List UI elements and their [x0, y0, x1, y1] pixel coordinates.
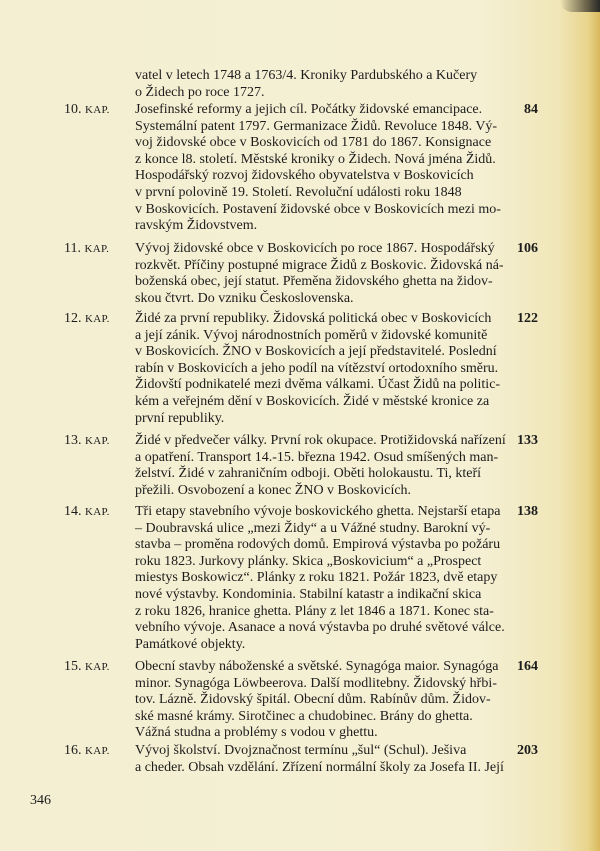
chapter-description	[135, 241, 504, 307]
text-line: ravským Židovstvem.	[135, 218, 258, 234]
chapter-page-number: 106	[517, 241, 538, 256]
text-line: boženská obec, její statut. Přeměna židovského ghetta na židov-	[135, 274, 493, 290]
chapter-description	[135, 659, 499, 742]
text-line: v Boskovicích. Postavení židovské obce v Boskovicích mezi mo-	[135, 201, 501, 217]
text-line: Josefinské reformy a jejich cíl. Počátky židovské emancipace.	[135, 102, 483, 117]
text-line: v Boskovicích. ŽNO v Boskovicích a její představitelé. Poslední	[135, 344, 497, 360]
text-line: – Doubravská ulice „mezi Židy“ a u Vážné studny. Barokní vý-	[135, 520, 491, 536]
text-line: stavba – proměna rodových domů. Empirová výstavba po požáru	[135, 537, 501, 553]
text-line: Obecní stavby náboženské a světské. Synagóga maior. Synagóga	[135, 659, 499, 674]
chapter-label	[64, 743, 110, 760]
text-line: Židé za první republiky. Židovská politická obec v Boskovicích	[135, 311, 492, 326]
chapter-label	[64, 311, 110, 328]
chapter-kap: KAP.	[85, 506, 110, 518]
text-line: kém a veřejném dění v Boskovicích. Židé v městské kronice za	[135, 393, 490, 409]
text-line: rozkvět. Příčiny postupné migrace Židů z Boskovic. Židovská ná-	[135, 257, 504, 273]
chapter-number: 10.	[64, 102, 82, 117]
chapter-number: 15.	[64, 659, 82, 674]
text-line: z roku 1826, hranice ghetta. Plány z let 1846 a 1871. Konec sta-	[135, 603, 494, 619]
text-line: minor. Synagóga Löwbeerova. Další modlitebny. Židovský hřbi-	[135, 675, 497, 691]
text-line: skou čtvrt. Do vzniku Československa.	[135, 290, 354, 306]
chapter-number: 11.	[64, 241, 81, 256]
text-line: ské masné krámy. Sirotčinec a chudobinec. Brány do ghetta.	[135, 708, 473, 724]
text-line: Židé v předvečer války. První rok okupace. Protižidovská nařízení	[135, 433, 506, 448]
chapter-description	[135, 433, 506, 499]
chapter-number: 12.	[64, 311, 82, 326]
chapter-page-number: 203	[517, 743, 538, 758]
text-line: roku 1823. Jurkovy plánky. Skica „Boskovicium“ a „Prospect	[135, 553, 482, 569]
text-line: a cheder. Obsah vzdělání. Zřízení normální školy za Josefa II. Její	[135, 759, 504, 775]
chapter-label	[64, 241, 109, 258]
chapter-description	[135, 504, 505, 653]
text-line: o Židech po roce 1727.	[135, 84, 265, 100]
chapter-kap: KAP.	[84, 243, 110, 255]
text-line: voj židovské obce v Boskovicích od 1781 do 1867. Konsignace	[135, 135, 492, 151]
text-line: rabín v Boskovicích a jeho podíl na vítězství ortodoxního směru.	[135, 360, 499, 376]
text-line: Systemální patent 1797. Germanizace Židů. Revoluce 1848. Vý-	[135, 118, 498, 134]
chapter-number: 16.	[64, 743, 82, 758]
text-line: a opatření. Transport 14.-15. března 1942. Osud smíšených man-	[135, 449, 499, 465]
text-line: Vážná studna a problémy s vodou v ghettu.	[135, 725, 378, 741]
chapter-page-number: 122	[517, 311, 538, 326]
text-line: první republiky.	[135, 410, 225, 426]
chapter-label	[64, 433, 110, 450]
text-line: nové výstavby. Kondominia. Stabilní katastr a indikační skica	[135, 586, 482, 602]
chapter-page-number: 164	[517, 659, 538, 674]
chapter-description	[135, 743, 504, 776]
scan-edge-shadow	[560, 0, 600, 12]
chapter-label	[64, 659, 110, 676]
text-line: Tři etapy stavebního vývoje boskovického ghetta. Nejstarší etapa	[135, 504, 501, 519]
chapter-label	[64, 504, 110, 521]
text-line: želství. Židé v zahraničním odboji. Oběti holokaustu. Ti, kteří	[135, 466, 482, 482]
page-number: 346	[30, 793, 51, 808]
chapter-number: 13.	[64, 433, 82, 448]
text-line: přežili. Osvobození a konec ŽNO v Boskovicích.	[135, 482, 412, 498]
text-line: Památkové objekty.	[135, 636, 246, 652]
text-line: miestys Boskowicz“. Plánky z roku 1821. Požár 1823, dvě etapy	[135, 570, 498, 586]
text-line: vebního vývoje. Asanace a nová výstavba po druhé světové válce.	[135, 620, 505, 636]
text-line: Vývoj školství. Dvojznačnost termínu „šul“ (Schul). Ješiva	[135, 743, 467, 758]
chapter-description	[135, 102, 501, 235]
chapter-number: 14.	[64, 504, 82, 519]
text-line: a její zánik. Vývoj národnostních poměrů v židovské komunitě	[135, 327, 488, 343]
chapter-kap: KAP.	[85, 313, 110, 325]
chapter-kap: KAP.	[85, 661, 110, 673]
text-line: v první polovině 19. Století. Revoluční události roku 1848	[135, 184, 462, 200]
text-line: vatel v letech 1748 a 1763/4. Kroniky Pardubského a Kučery	[135, 68, 478, 83]
text-line: z konce l8. století. Městské kroniky o Židech. Nová jména Židů.	[135, 151, 496, 167]
text-line: Vývoj židovské obce v Boskovicích po roce 1867. Hospodářský	[135, 241, 495, 256]
chapter-kap: KAP.	[85, 104, 110, 116]
chapter-page-number: 138	[517, 504, 538, 519]
text-line: Hospodářský rozvoj židovského obyvatelstva v Boskovicích	[135, 168, 474, 184]
text-line: tov. Lázně. Židovský špitál. Obecní dům. Rabínův dům. Židov-	[135, 692, 491, 708]
chapter-kap: KAP.	[85, 435, 110, 447]
chapter-page-number: 133	[517, 433, 538, 448]
chapter-label	[64, 102, 110, 119]
text-line: Židovští podnikatelé mezi dvěma válkami. Účast Židů na politic-	[135, 377, 501, 393]
chapter-page-number: 84	[524, 102, 538, 117]
chapter-description	[135, 311, 500, 427]
chapter-kap: KAP.	[85, 745, 110, 757]
